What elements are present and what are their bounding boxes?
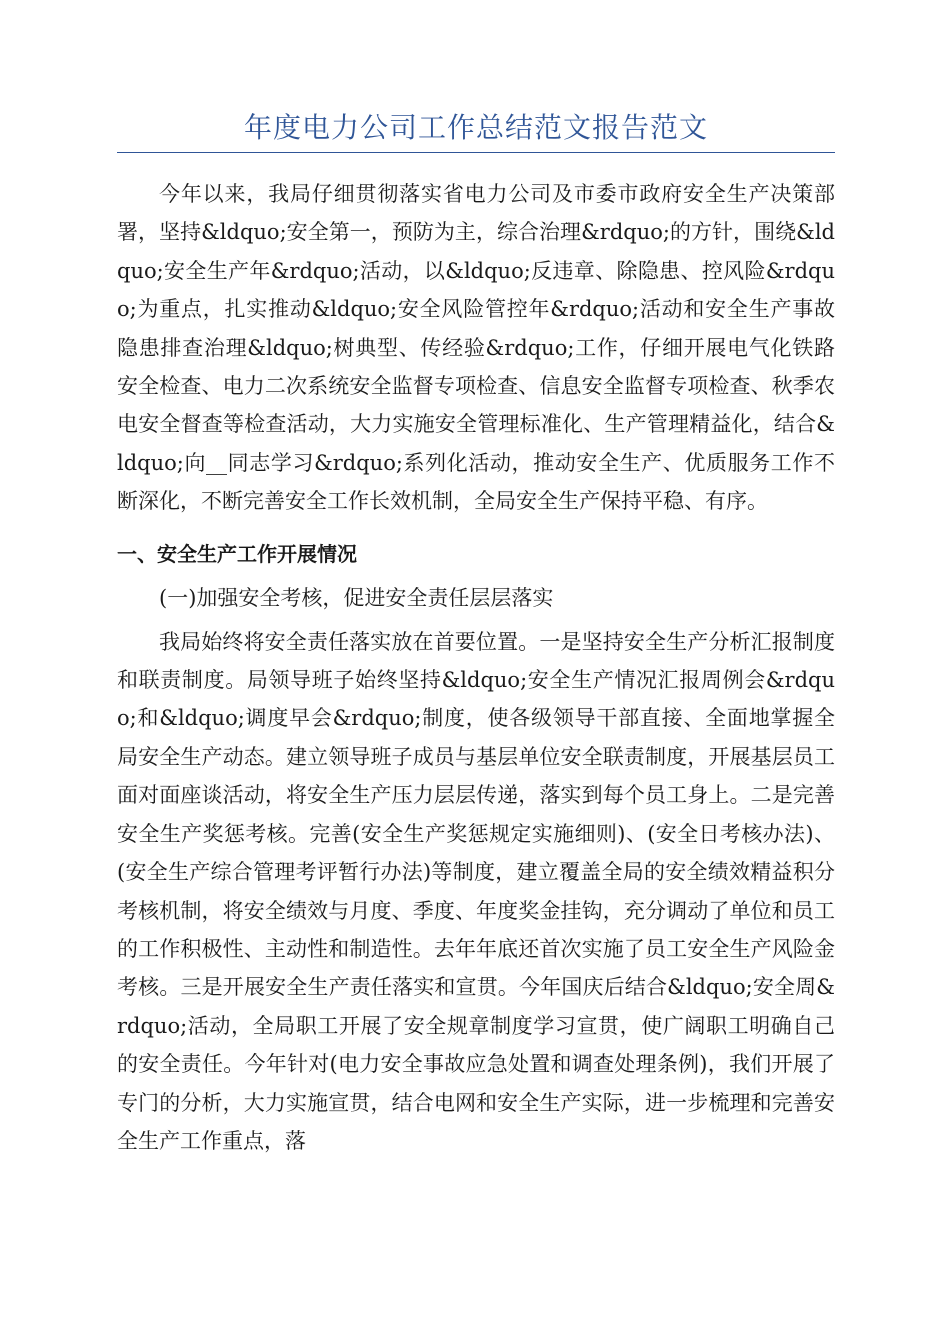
body-paragraph: 我局始终将安全责任落实放在首要位置。一是坚持安全生产分析汇报制度和联责制度。局领导班子始终坚持&ldquo;安全生产情况汇报周例会&rdquo;和&ldquo;调度早会&rdquo;制度，使各级领导干部直接、全面地掌握全局安全生产动态。建立领导班子成员与基层单位安全联责制度，开展基层员工面对面座谈活动，将安全生产压力层层传递，落实到每个员工身上。二是完善安全生产奖惩考核。完善(安全生产奖惩规定实施细则)、(安全日考核办法)、(安全生产综合管理考评暂行办法)等制度，建立覆盖全局的安全绩效精益积分考核机制，将安全绩效与月度、季度、年度奖金挂钩，充分调动了单位和员工的工作积极性、主动性和制造性。去年年底还首次实施了员工安全生产风险金考核。三是开展安全生产责任落实和宣贯。今年国庆后结合&ldquo;安全周&rdquo;活动，全局职工开展了安全规章制度学习宣贯，使广阔职工明确自己的安全责任。今年针对(电力安全事故应急处置和调查处理条例)，我们开展了专门的分析，大力实施宣贯，结合电网和安全生产实际，进一步梳理和完善安全生产工作重点，落	[117, 629, 835, 1153]
section-heading: 一、安全生产工作开展情况	[117, 541, 357, 566]
intro-paragraph: 今年以来，我局仔细贯彻落实省电力公司及市委市政府安全生产决策部署，坚持&ldquo;安全第一，预防为主，综合治理&rdquo;的方针，围绕&ldquo;安全生产年&rdquo;活动，以&ldquo;反违章、除隐患、控风险&rdquo;为重点，扎实推动&ldquo;安全风险管控年&rdquo;活动和安全生产事故隐患排查治理&ldquo;树典型、传经验&rdquo;工作，仔细开展电气化铁路安全检查、电力二次系统安全监督专项检查、信息安全监督专项检查、秋季农电安全督查等检查活动，大力实施安全管理标准化、生产管理精益化，结合&ldquo;向__同志学习&rdquo;系列化活动，推动安全生产、优质服务工作不断深化，不断完善安全工作长效机制，全局安全生产保持平稳、有序。	[117, 182, 835, 514]
subsection-heading: (一)加强安全考核，促进安全责任层层落实	[159, 585, 554, 610]
document-page	[117, 108, 835, 1160]
document-title: 年度电力公司工作总结范文报告范文	[117, 108, 835, 153]
